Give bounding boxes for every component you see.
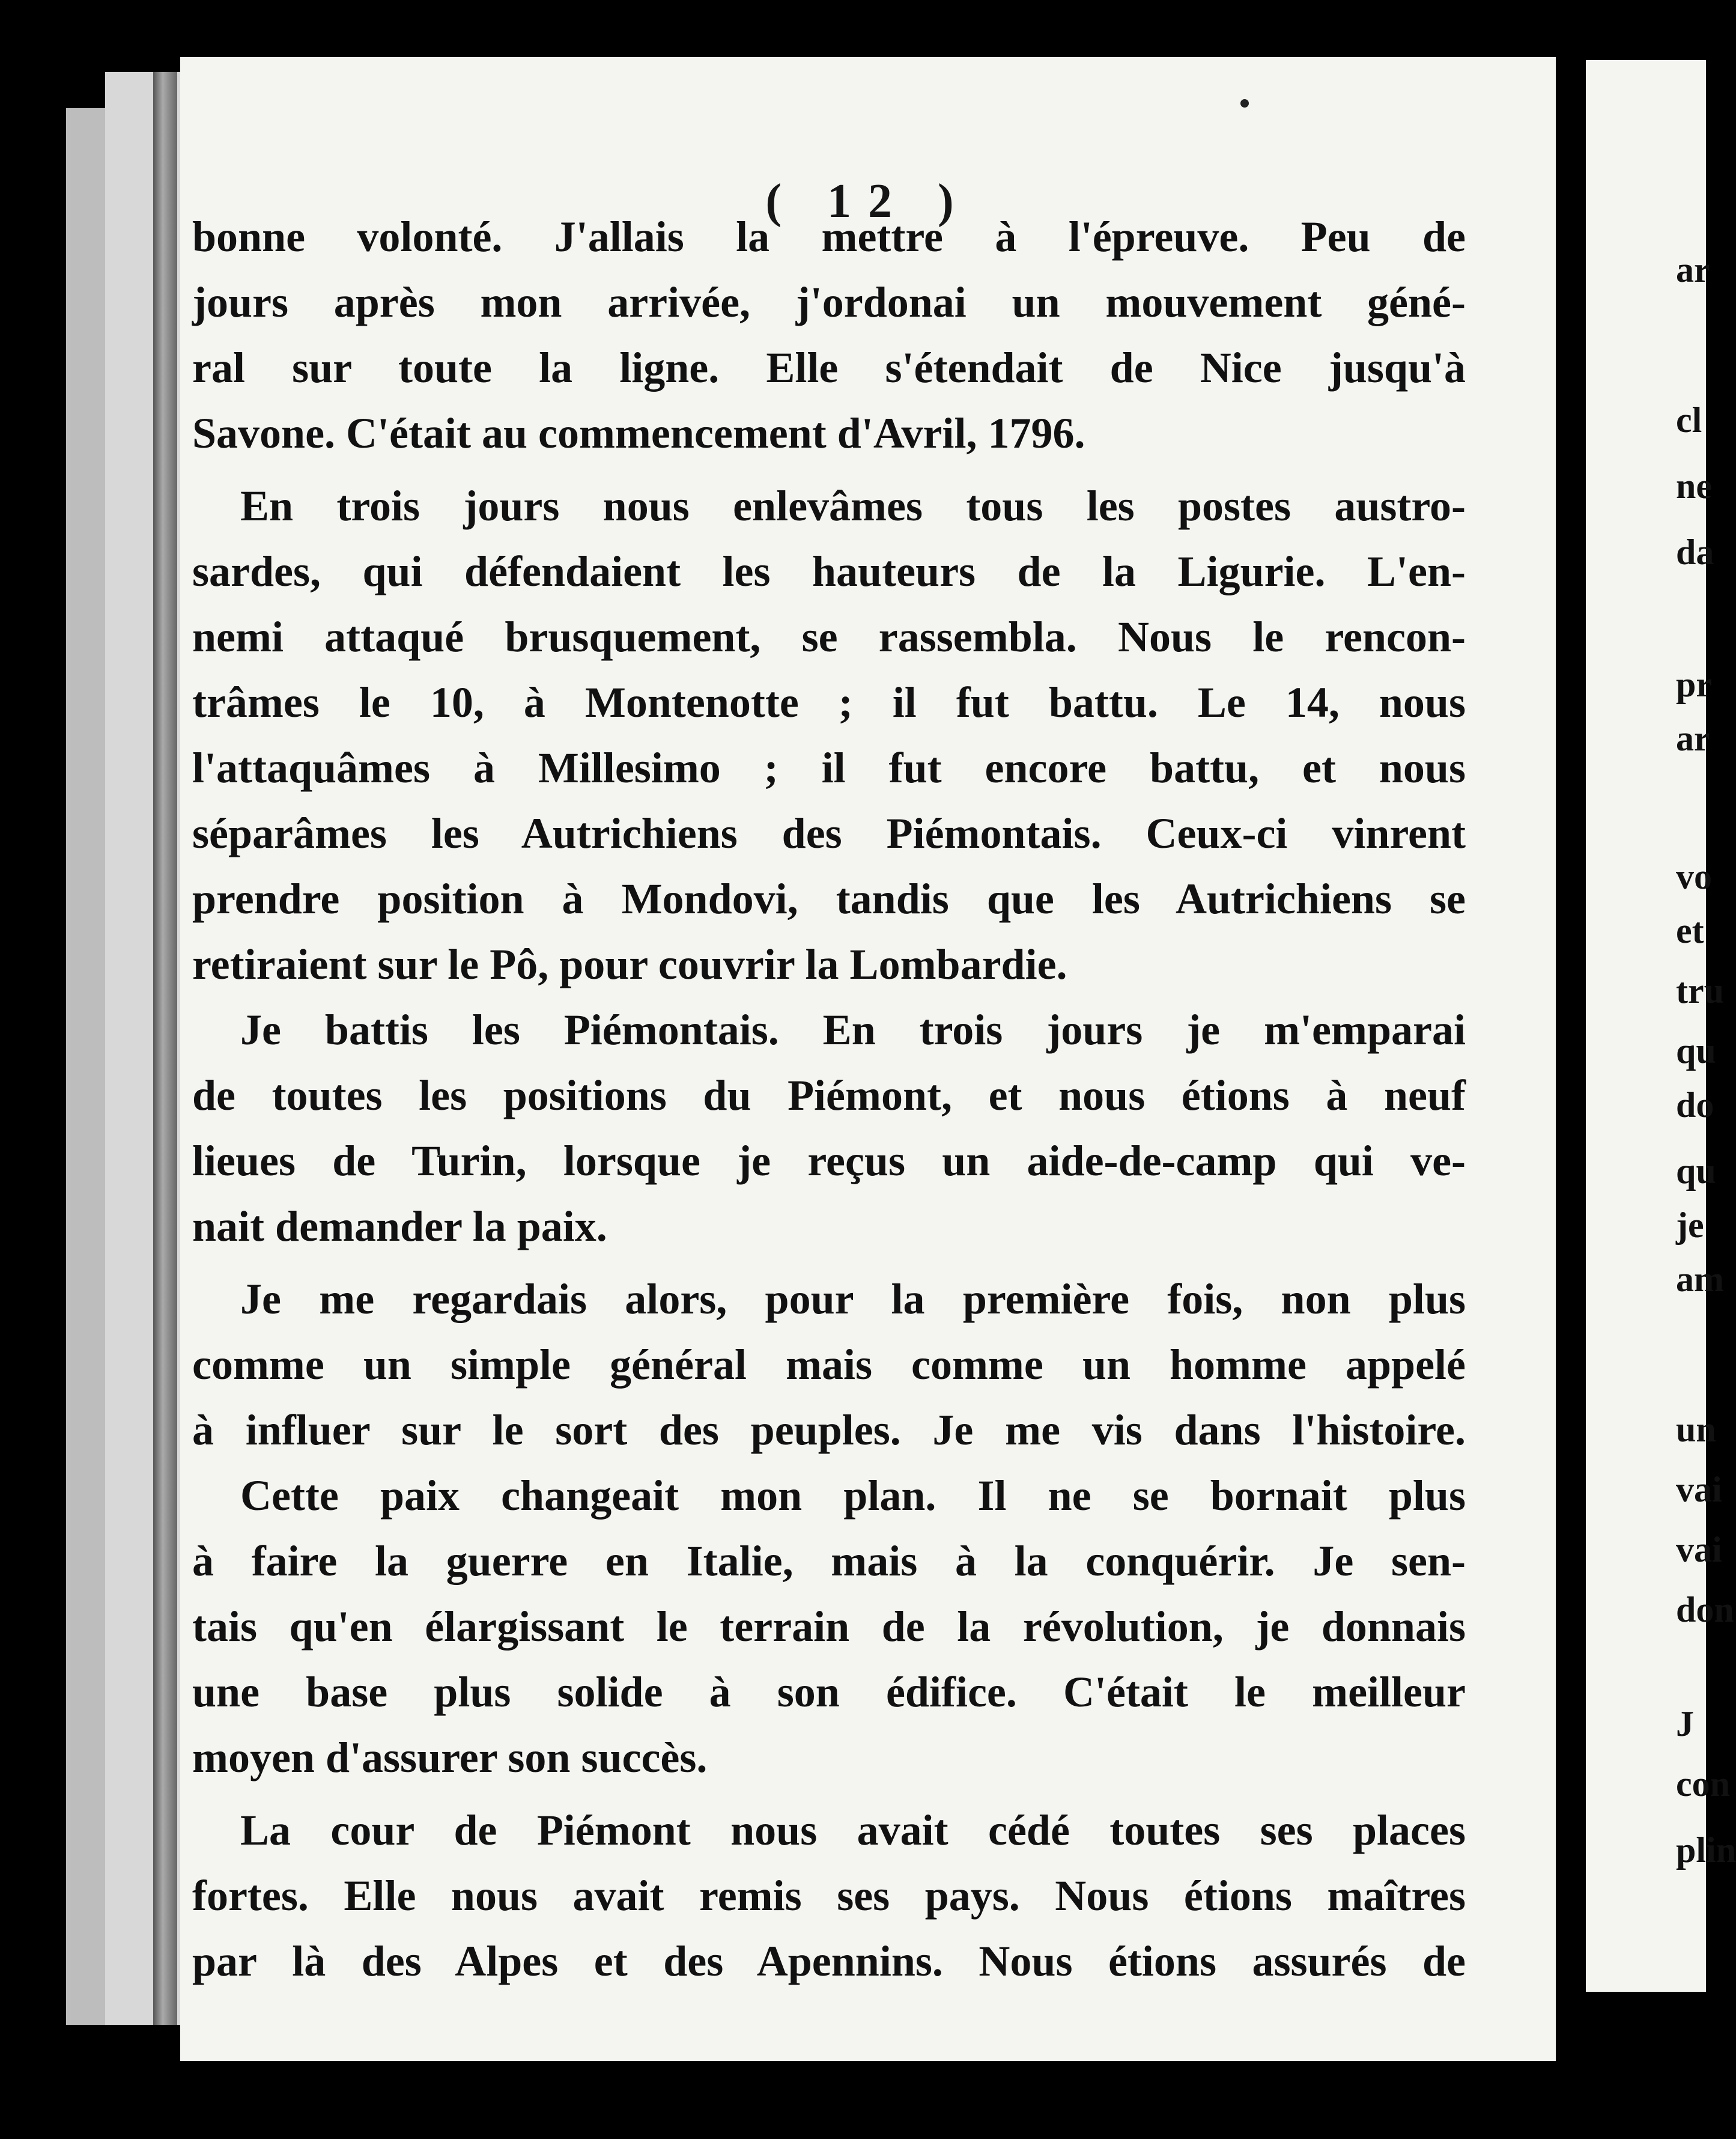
right-page-text-fragment: da — [1676, 532, 1714, 572]
right-page-text-fragment: J — [1676, 1704, 1694, 1744]
text-line: séparâmes les Autrichiens des Piémontais. Ceux-ci vinrent — [192, 809, 1466, 857]
right-adjacent-page — [1586, 60, 1736, 1992]
text-line: nait demander la paix. — [192, 1202, 607, 1250]
right-page-text-fragment: plin — [1676, 1830, 1736, 1870]
text-line: lieues de Turin, lorsque je reçus un aide-de-camp qui ve- — [192, 1137, 1466, 1185]
text-line: prendre position à Mondovi, tandis que les Autrichiens se — [192, 875, 1466, 923]
right-page-text-fragment: pr — [1676, 665, 1712, 704]
text-line: fortes. Elle nous avait remis ses pays. Nous étions maîtres — [192, 1872, 1466, 1920]
text-line: trâmes le 10, à Montenotte ; il fut battu. Le 14, nous — [192, 678, 1466, 726]
text-line: à faire la guerre en Italie, mais à la conquérir. Je sen- — [192, 1537, 1466, 1585]
ink-speck — [1240, 99, 1249, 108]
right-page-text-fragment: un — [1676, 1410, 1716, 1449]
text-line: tais qu'en élargissant le terrain de la révolution, je donnais — [192, 1602, 1466, 1651]
text-line: moyen d'assurer son succès. — [192, 1733, 708, 1781]
text-line: à influer sur le sort des peuples. Je me vis dans l'histoire. — [192, 1406, 1466, 1454]
right-page-text-fragment: je — [1676, 1205, 1704, 1245]
paragraph-4 — [192, 1267, 1466, 1463]
right-page-text-fragment: ne — [1676, 466, 1712, 506]
right-page-text-fragment: ar — [1676, 250, 1710, 290]
right-page-text-fragment: do — [1676, 1085, 1714, 1125]
text-line: bonne volonté. J'allais la mettre à l'épreuve. Peu de — [192, 213, 1466, 261]
page-body-text — [192, 204, 1466, 1994]
right-page-text-fragment: cl — [1676, 400, 1702, 440]
paragraph-6 — [192, 1798, 1466, 1994]
text-line: jours après mon arrivée, j'ordonai un mouvement géné- — [192, 278, 1466, 326]
right-page-text-fragment: ar — [1676, 719, 1710, 758]
text-line: l'attaquâmes à Millesimo ; il fut encore battu, et nous — [192, 744, 1466, 792]
text-line: sardes, qui défendaient les hauteurs de la Ligurie. L'en- — [192, 547, 1466, 595]
paragraph-5 — [192, 1463, 1466, 1791]
text-line: comme un simple général mais comme un homme appelé — [192, 1340, 1466, 1389]
right-page-text-fragment: don — [1676, 1590, 1734, 1629]
right-page-text-fragment: tru — [1676, 971, 1724, 1011]
text-line: Je me regardais alors, pour la première fois, non plus — [240, 1275, 1466, 1323]
right-page-text-fragment: vai — [1676, 1530, 1722, 1569]
right-page-text-fragment: qu — [1676, 1151, 1716, 1191]
text-line: nemi attaqué brusquement, se rassembla. Nous le rencon- — [192, 613, 1466, 661]
right-page-text-fragment: et — [1676, 911, 1704, 951]
text-line: La cour de Piémont nous avait cédé toutes ses places — [240, 1806, 1466, 1854]
text-line: de toutes les positions du Piémont, et nous étions à neuf — [192, 1071, 1466, 1119]
paragraph-3 — [192, 997, 1466, 1259]
paragraph-1 — [192, 204, 1466, 466]
right-page-text-fragment: con — [1676, 1764, 1730, 1804]
text-line: retiraient sur le Pô, pour couvrir la Lombardie. — [192, 940, 1067, 988]
page-number: ( 12 ) — [765, 175, 971, 228]
text-line: ral sur toute la ligne. Elle s'étendait de Nice jusqu'à — [192, 344, 1466, 392]
text-line: une base plus solide à son édifice. C'était le meilleur — [192, 1668, 1466, 1716]
text-line: Cette paix changeait mon plan. Il ne se bornait plus — [240, 1471, 1466, 1520]
right-page-text-fragment: qu — [1676, 1031, 1716, 1071]
text-line: Savone. C'était au commencement d'Avril, 1796. — [192, 409, 1085, 457]
paragraph-2 — [192, 473, 1466, 997]
right-page-text-fragment: vai — [1676, 1470, 1722, 1509]
text-line: par là des Alpes et des Apennins. Nous étions assurés de — [192, 1937, 1466, 1985]
text-line: Je battis les Piémontais. En trois jours je m'emparai — [240, 1006, 1466, 1054]
text-line: En trois jours nous enlevâmes tous les postes austro- — [240, 482, 1466, 530]
right-page-text-fragment: am — [1676, 1259, 1724, 1299]
book-spine — [153, 72, 177, 2025]
right-page-text-fragment: vo — [1676, 857, 1712, 896]
